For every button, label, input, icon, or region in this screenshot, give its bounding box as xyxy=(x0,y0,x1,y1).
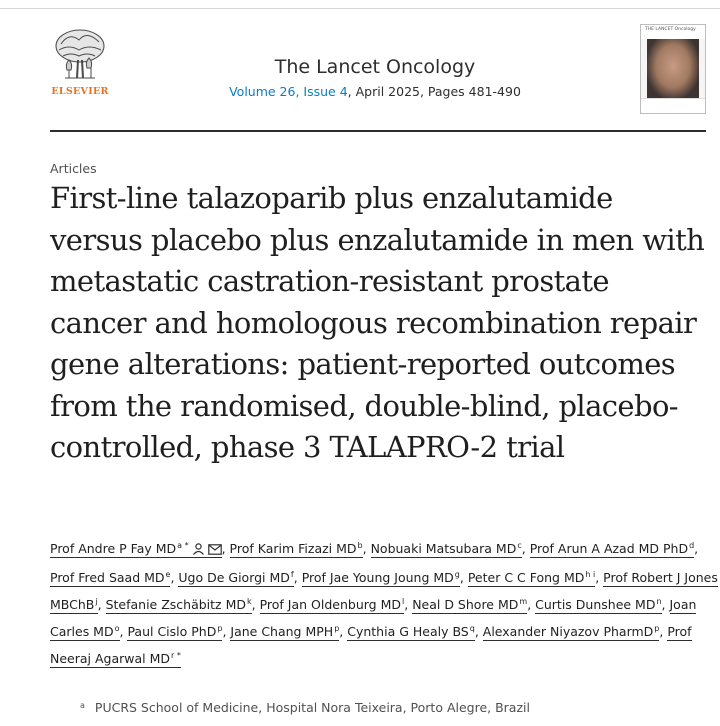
cover-label: THE LANCET Oncology xyxy=(645,27,696,32)
author-item: Prof Robert J Jones MBChB$^j$, xyxy=(50,570,718,612)
author-item: Peter C C Fong $MD^{h i}$, xyxy=(467,570,604,585)
author-name-link[interactable]: Cynthia G Healy $BS^q$ xyxy=(347,624,475,639)
author-name-link[interactable]: Curtis Dunshee $MD^n$ xyxy=(535,597,662,612)
author-name-link[interactable]: Stefanie Zschäbitz $MD^k$ xyxy=(105,597,252,612)
affiliation-marker: c xyxy=(517,541,522,550)
author-item: Prof Arun A Azad MD PhD$^d$, xyxy=(529,541,699,556)
author-item: Jane Chang MPH$^p$, xyxy=(230,624,348,639)
author-name-link[interactable]: Prof Jan Oldenburg $MD^l$ xyxy=(259,597,405,612)
affiliation-marker: a * xyxy=(177,541,189,550)
author-item: Prof Andre P Fay $MD^{a *}$ , xyxy=(50,541,230,558)
affiliation-marker: k xyxy=(247,597,252,606)
author-item: Curtis Dunshee $MD^n$, xyxy=(535,597,670,612)
journal-header xyxy=(50,20,706,132)
article-title: First-line talazoparib plus enzalutamide versus placebo plus enzalutamide in men with metastatic castration-resistant prostate cancer and homologous recombination repair gene alterations: patient-reported outcomes from the randomised, double-blind, placebo-controlled, phase 3 TALAPRO-2 trial xyxy=(50,181,705,464)
journal-info xyxy=(190,56,560,99)
affiliation-marker: m xyxy=(519,597,528,606)
elsevier-logo[interactable] xyxy=(50,26,110,112)
author-name-link[interactable]: Prof Neeraj Agarwal $MD^{r *}$ xyxy=(50,624,692,666)
author-name-link[interactable]: Neal D Shore $MD^m$ xyxy=(412,597,528,612)
header-rule xyxy=(50,130,706,132)
author-item: Ugo De Giorgi $MD^f$, xyxy=(178,570,302,585)
affiliation-marker: p xyxy=(654,624,660,633)
author-name-link[interactable]: Alexander Niyazov PharmD$^p$ xyxy=(482,624,660,639)
affiliation-marker: p xyxy=(334,624,340,633)
author-name-link[interactable]: Prof Andre P Fay $MD^{a *}$ xyxy=(50,541,222,558)
journal-title[interactable]: The Lancet Oncology xyxy=(274,56,476,78)
author-item: Paul Cislo PhD$^p$, xyxy=(127,624,231,639)
affiliation-marker: b xyxy=(357,541,363,550)
author-name-link[interactable]: Joan Carles $MD^o$ xyxy=(50,597,697,639)
affiliation-marker: e xyxy=(165,570,171,579)
author-name-link[interactable]: Prof Karim Fizazi $MD^b$ xyxy=(229,541,363,556)
author-item: Nobuaki Matsubara $MD^c$, xyxy=(370,541,530,556)
article-section: Articles xyxy=(50,161,97,176)
author-item: Stefanie Zschäbitz $MD^k$, xyxy=(105,597,260,612)
author-item: Neal D Shore $MD^m$, xyxy=(412,597,536,612)
elsevier-wordmark: ELSEVIER xyxy=(51,86,109,97)
affiliation-marker: o xyxy=(114,624,120,633)
author-name-link[interactable]: Prof Fred Saad MDe xyxy=(50,570,171,585)
journal-cover-image[interactable] xyxy=(640,24,706,114)
author-item: Prof Jae Young Joung $MD^g$, xyxy=(301,570,468,585)
author-name-link[interactable]: Paul Cislo PhD$^p$ xyxy=(127,624,223,639)
affiliation xyxy=(80,700,530,715)
author-item: Prof Karim Fizazi $MD^b$, xyxy=(229,541,371,556)
author-item: Prof Jan Oldenburg $MD^l$, xyxy=(259,597,413,612)
affiliation-marker: d xyxy=(689,541,695,550)
affiliation-marker: n xyxy=(656,597,662,606)
elsevier-tree-icon xyxy=(51,26,109,84)
affiliation-marker: q xyxy=(469,624,475,633)
affiliation-marker: j xyxy=(95,597,98,606)
cover-photo xyxy=(647,39,699,99)
affiliation-marker: f xyxy=(290,570,294,579)
issue-details: , April 2025, Pages 481-490 xyxy=(347,84,521,99)
affiliation-marker: l xyxy=(402,597,405,606)
author-item: Cynthia G Healy $BS^q$, xyxy=(347,624,483,639)
envelope-icon[interactable] xyxy=(208,539,222,563)
affiliation-text: PUCRS School of Medicine, Hospital Nora Teixeira, Porto Alegre, Brazil xyxy=(94,700,530,715)
person-icon[interactable] xyxy=(192,539,205,563)
top-divider xyxy=(0,8,720,9)
journal-issue xyxy=(190,84,560,99)
author-list xyxy=(50,534,718,671)
issue-link[interactable]: Volume 26, Issue 4 xyxy=(229,84,348,99)
author-item: Prof Fred Saad MDe, xyxy=(50,570,179,585)
author-name-link[interactable]: Nobuaki Matsubara $MD^c$ xyxy=(370,541,522,556)
author-name-link[interactable]: Ugo De Giorgi $MD^f$ xyxy=(178,570,294,585)
affiliation-marker: p xyxy=(217,624,223,633)
affiliation-marker: r * xyxy=(171,651,181,660)
affiliation-marker: g xyxy=(454,570,460,579)
affiliation-marker: h i xyxy=(585,570,596,579)
author-name-link[interactable]: Prof Arun A Azad MD PhD$^d$ xyxy=(529,541,695,556)
author-name-link[interactable]: Prof Robert J Jones MBChB$^j$ xyxy=(50,570,718,612)
author-name-link[interactable]: Jane Chang MPH$^p$ xyxy=(230,624,340,639)
author-name-link[interactable]: Prof Jae Young Joung $MD^g$ xyxy=(301,570,460,585)
author-item: Alexander Niyazov PharmD$^p$, xyxy=(482,624,668,639)
affiliation-marker: a xyxy=(80,701,85,710)
author-name-link[interactable]: Peter C C Fong $MD^{h i}$ xyxy=(467,570,596,585)
author-item: Joan Carles $MD^o$, xyxy=(50,597,697,639)
